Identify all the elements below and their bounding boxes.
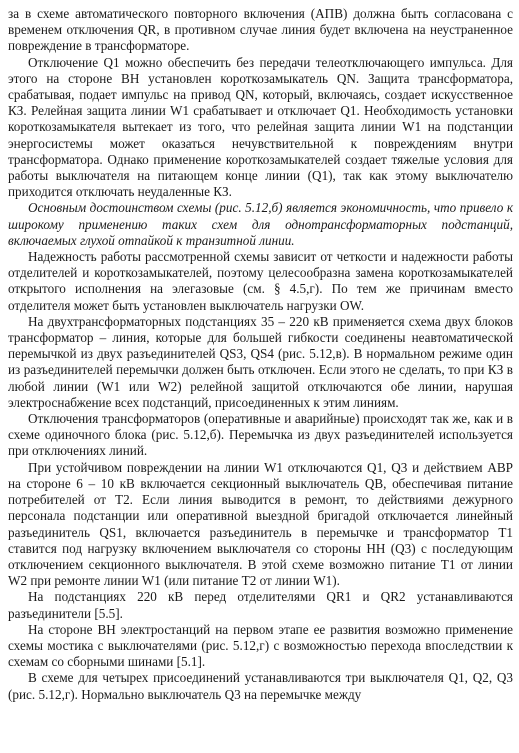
paragraph-220kv: На подстанциях 220 кВ перед отделителями QR1 и QR2 устанавливаются разъединители [5.5]. [8,589,513,621]
paragraph-reliability: Надежность работы рассмотренной схемы зависит от четкости и надежности работы отделителей и короткозамыкателей, поэтому целесообразна замена короткозамыкателей открытого исполнения на элегазовые (см. § 4.5,г). По тем же причинам вместо отделителя может быть установлен выключатель нагрузки OW. [8,249,513,313]
paragraph-transformer-tripping: Отключения трансформаторов (оперативные и аварийные) происходят так же, как и в схеме одиночного блока (рис. 5.12,б). Перемычка из двух разъединителей используется при отключениях линий. [8,411,513,459]
paragraph-main-advantage: Основным достоинством схемы (рис. 5.12,б) является экономичность, что привело к широкому применению таких схем для однотрансформаторных подстанций, включаемых глухой отпайкой к транзитной линии. [8,200,513,248]
paragraph-line-fault: При устойчивом повреждении на линии W1 отключаются Q1, Q3 и действием АВР на стороне 6 – 10 кВ включается секционный выключатель QB, обеспечивая питание потребителей от T2. Если линия выводится в ремонт, то действиями дежурного персонала подстанции или оперативной выездной бригадой отключается линейный разъединитель QS1, включается разъединитель в перемычке и трансформатор T1 ставится под нагрузку включением выключателя со стороны НН (Q3) с последующим отключением секционного выключателя. В этой схеме возможно питание T1 от линии W2 при ремонте линии W1 (или питание T2 от линии W1). [8,459,513,589]
paragraph-four-connections: В схеме для четырех присоединений устанавливаются три выключателя Q1, Q2, Q3 (рис. 5.12,г). Нормально выключатель Q3 на перемычке между [8,670,513,702]
paragraph-continuation: за в схеме автоматического повторного включения (АПВ) должна быть согласована с временем отключения QR, в противном случае линия будет включена на неустраненное повреждение в трансформаторе. [8,6,513,54]
paragraph-separator-tripping: Отключение Q1 можно обеспечить без передачи телеотключающего импульса. Для этого на стороне ВН установлен короткозамыкатель QN. Защита трансформатора, срабатывая, подает импульс на привод QN, который, включаясь, создает искусственное КЗ. Релейная защита линии W1 срабатывает и отключает Q1. Необходимость установки короткозамыкателя вытекает из того, что релейная защита линии W1 на подстанции энергосистемы может оказаться нечувствительной к повреждениям внутри трансформатора. Однако применение короткозамыкателей создает тяжелые условия для работы выключателя на питающем конце линии (Q1), так как этому выключателю приходится отключать неудаленные КЗ. [8,54,513,200]
paragraph-bridge-scheme: На стороне ВН электростанций на первом этапе ее развития возможно применение схемы мостика с выключателями (рис. 5.12,г) с возможностью перехода впоследствии к схемам со сборными шинами [5.1]. [8,621,513,670]
paragraph-two-transformer: На двухтрансформаторных подстанциях 35 – 220 кВ применяется схема двух блоков трансформатор – линия, которые для большей гибкости соединены неавтоматической перемычкой из двух разъединителей QS3, QS4 (рис. 5.12,в). В нормальном режиме один из разъединителей перемычки должен быть отключен. Если этого не сделать, то при КЗ в любой линии (W1 или W2) релейной защитой отключаются обе линии, нарушая электроснабжение всех подстанций, присоединенных к этим линиям. [8,313,513,410]
